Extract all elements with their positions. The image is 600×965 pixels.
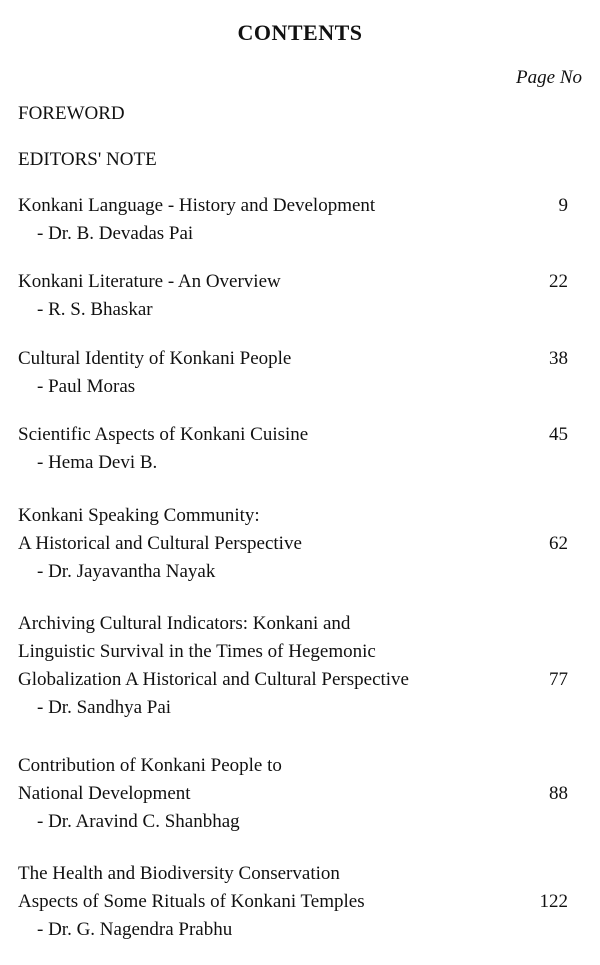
entry-page-number: 88 bbox=[549, 783, 568, 804]
entry-title-line: Globalization A Historical and Cultural Perspective bbox=[18, 669, 409, 690]
front-matter-foreword: FOREWORD bbox=[18, 103, 125, 124]
toc-entry bbox=[18, 192, 578, 248]
entry-page-number: 122 bbox=[539, 891, 568, 912]
entry-title-line: Konkani Speaking Community: bbox=[18, 505, 260, 526]
entry-author: - R. S. Bhaskar bbox=[37, 299, 153, 320]
entry-title-line: Aspects of Some Rituals of Konkani Temples bbox=[18, 891, 365, 912]
entry-author: - Dr. Aravind C. Shanbhag bbox=[37, 811, 240, 832]
entry-title-line: Linguistic Survival in the Times of Hegemonic bbox=[18, 641, 376, 662]
entry-title-line: The Health and Biodiversity Conservation bbox=[18, 863, 340, 884]
toc-entry bbox=[18, 421, 578, 477]
entry-title-line: A Historical and Cultural Perspective bbox=[18, 533, 302, 554]
toc-entry bbox=[18, 268, 578, 324]
page-title: CONTENTS bbox=[237, 20, 363, 45]
entry-title-line: Archiving Cultural Indicators: Konkani and bbox=[18, 613, 351, 634]
entry-page-number: 45 bbox=[549, 424, 568, 445]
entry-title-line: Scientific Aspects of Konkani Cuisine bbox=[18, 424, 309, 445]
toc-entry bbox=[18, 502, 578, 586]
front-matter-editors-note: EDITORS' NOTE bbox=[18, 149, 157, 170]
entry-title-line: National Development bbox=[18, 783, 191, 804]
toc-entry bbox=[18, 345, 578, 401]
entry-page-number: 62 bbox=[549, 533, 568, 554]
entry-author: - Dr. Jayavantha Nayak bbox=[37, 561, 216, 582]
entry-page-number: 9 bbox=[558, 195, 568, 216]
entry-author: - Dr. B. Devadas Pai bbox=[37, 223, 194, 244]
entry-page-number: 38 bbox=[549, 348, 568, 369]
entry-title-line: Contribution of Konkani People to bbox=[18, 755, 282, 776]
entry-page-number: 22 bbox=[549, 271, 568, 292]
entry-author: - Dr. G. Nagendra Prabhu bbox=[37, 919, 233, 940]
toc-entry bbox=[18, 610, 578, 722]
entry-author: - Dr. Sandhya Pai bbox=[37, 697, 172, 718]
page-no-header: Page No bbox=[516, 67, 582, 88]
entry-page-number: 77 bbox=[549, 669, 568, 690]
entry-title-line: Cultural Identity of Konkani People bbox=[18, 348, 292, 369]
entry-author: - Hema Devi B. bbox=[37, 452, 158, 473]
entry-author: - Paul Moras bbox=[37, 376, 136, 397]
entry-title-line: Konkani Language - History and Development bbox=[18, 195, 376, 216]
toc-entry bbox=[18, 752, 578, 836]
entry-title-line: Konkani Literature - An Overview bbox=[18, 271, 281, 292]
toc-entry bbox=[18, 860, 578, 944]
